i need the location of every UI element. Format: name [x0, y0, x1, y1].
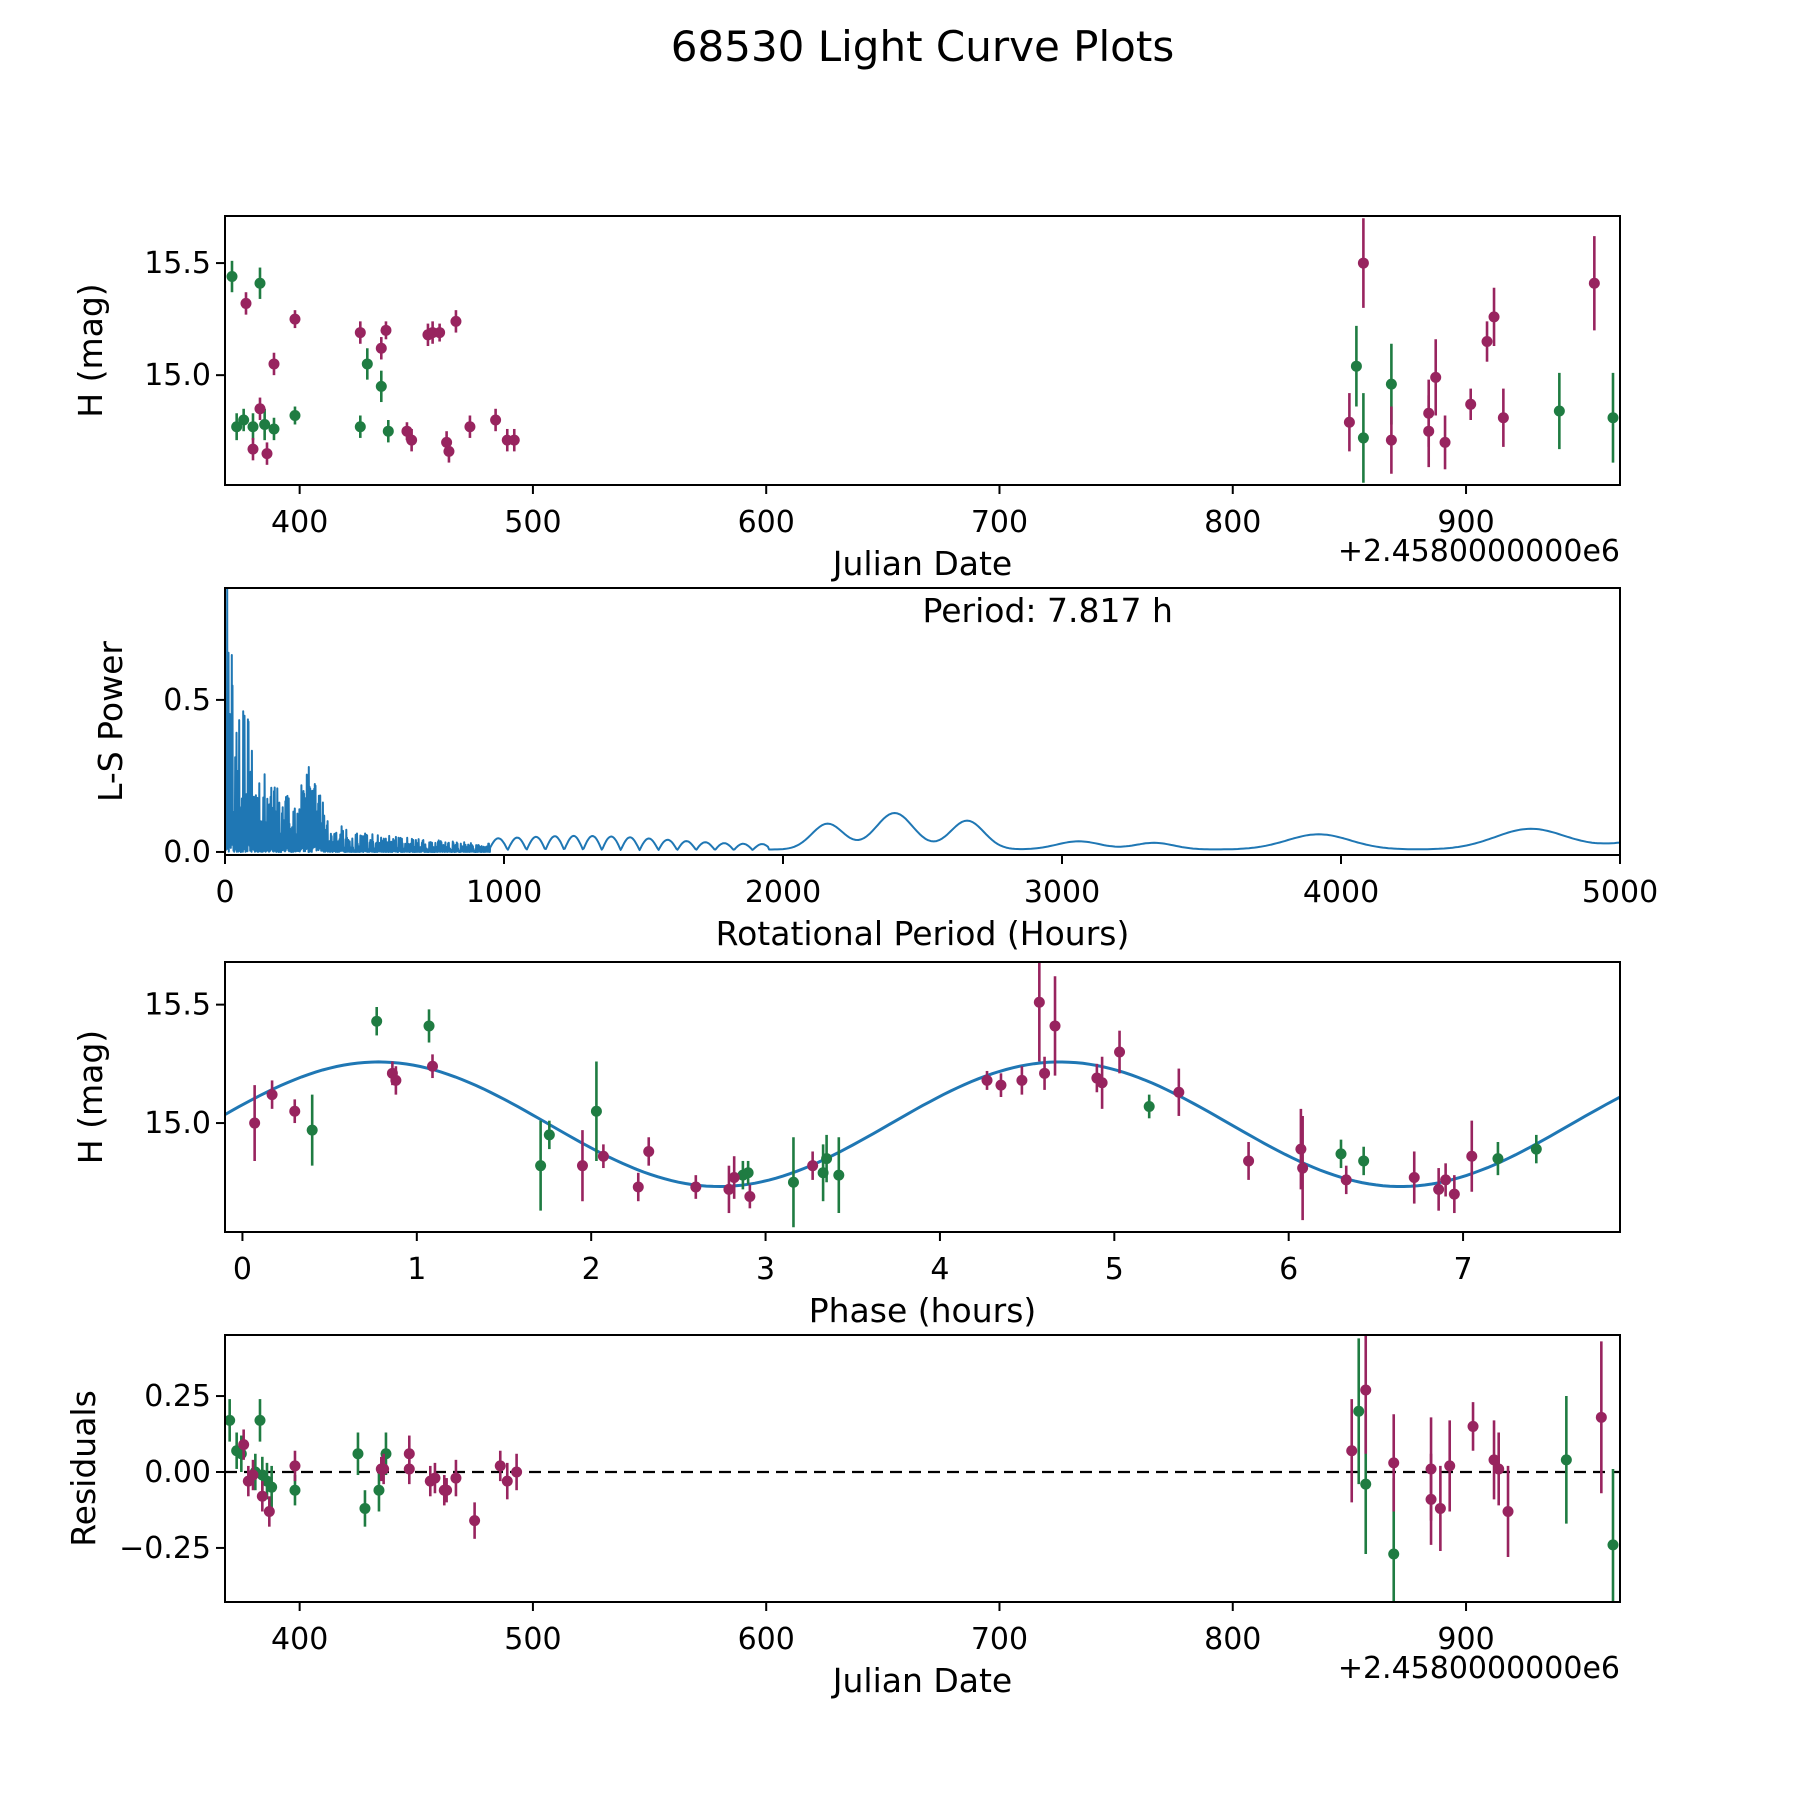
data-point	[1482, 336, 1493, 347]
data-point	[443, 446, 454, 457]
x-tick-label: 700	[970, 505, 1029, 540]
data-point	[247, 421, 258, 432]
data-point	[240, 298, 251, 309]
x-tick-label: 600	[737, 505, 795, 540]
data-point	[1423, 426, 1434, 437]
data-point	[1358, 258, 1369, 269]
data-point	[1050, 1020, 1061, 1031]
data-point	[577, 1160, 588, 1171]
data-point	[1346, 1445, 1357, 1456]
data-point	[226, 271, 237, 282]
x-tick-label: 5000	[1581, 875, 1659, 910]
data-point	[1492, 1153, 1503, 1164]
y-tick-label: −0.25	[119, 1530, 211, 1566]
data-point	[1435, 1503, 1446, 1514]
x-tick-label: 2000	[744, 875, 822, 910]
data-point	[254, 278, 265, 289]
data-point	[450, 316, 461, 327]
x-axis-label: Julian Date	[832, 1661, 1013, 1700]
data-point	[1243, 1155, 1254, 1166]
axes-frame	[225, 216, 1620, 485]
data-point	[268, 423, 279, 434]
data-point	[1039, 1068, 1050, 1079]
data-point	[723, 1184, 734, 1195]
data-point	[289, 1485, 300, 1496]
x-tick-label: 5	[1104, 1252, 1124, 1287]
data-point	[495, 1460, 506, 1471]
y-tick-label: 15.0	[144, 1106, 211, 1142]
data-point	[1554, 406, 1565, 417]
data-point	[1388, 1549, 1399, 1560]
data-point	[362, 358, 373, 369]
data-layer	[226, 218, 1618, 483]
data-layer	[224, 1326, 1620, 1630]
data-point	[743, 1167, 754, 1178]
y-tick-label: 0.0	[163, 834, 211, 870]
data-point	[254, 403, 265, 414]
data-point	[469, 1515, 480, 1526]
data-point	[807, 1160, 818, 1171]
x-tick-label: 900	[1437, 505, 1495, 540]
data-point	[1440, 1174, 1451, 1185]
data-point	[821, 1153, 832, 1164]
x-tick-label: 500	[504, 1622, 562, 1657]
data-point	[509, 435, 520, 446]
y-axis-label: L-S Power	[91, 641, 130, 802]
y-tick-label: 15.0	[144, 358, 211, 394]
data-point	[1016, 1075, 1027, 1086]
data-point	[289, 1106, 300, 1117]
x-tick-label: 4	[930, 1252, 950, 1287]
x-axis-label: Julian Date	[832, 544, 1013, 583]
data-point	[1561, 1454, 1572, 1465]
data-point	[1360, 1479, 1371, 1490]
plot-residuals	[64, 1326, 1620, 1700]
x-tick-label: 3	[756, 1252, 776, 1287]
data-point	[257, 1491, 268, 1502]
data-point	[544, 1129, 555, 1140]
data-point	[1388, 1457, 1399, 1468]
y-axis-label: Residuals	[64, 1390, 103, 1547]
y-tick-label: 15.5	[144, 246, 211, 282]
x-axis-label: Phase (hours)	[808, 1291, 1037, 1330]
data-point	[1433, 1184, 1444, 1195]
x-tick-label: 900	[1437, 1622, 1495, 1657]
data-point	[1173, 1087, 1184, 1098]
data-point	[371, 1016, 382, 1027]
data-point	[1493, 1463, 1504, 1474]
data-point	[1430, 372, 1441, 383]
data-point	[591, 1106, 602, 1117]
data-point	[511, 1466, 522, 1477]
data-point	[1360, 1384, 1371, 1395]
plot-phase-curve	[71, 943, 1620, 1330]
data-point	[1531, 1144, 1542, 1155]
data-point	[247, 1470, 258, 1481]
data-point	[259, 419, 270, 430]
x-tick-label: 800	[1204, 1622, 1262, 1657]
data-point	[1341, 1174, 1352, 1185]
data-point	[268, 358, 279, 369]
series-green-filter	[226, 261, 1618, 483]
x-tick-label: 1	[407, 1252, 427, 1287]
data-point	[267, 1089, 278, 1100]
data-point	[729, 1172, 740, 1183]
data-point	[264, 1506, 275, 1517]
data-point	[1386, 379, 1397, 390]
data-point	[1295, 1144, 1306, 1155]
data-point	[427, 1061, 438, 1072]
y-tick-label: 15.5	[144, 987, 211, 1023]
data-point	[307, 1125, 318, 1136]
x-tick-label: 700	[970, 1622, 1029, 1657]
data-point	[238, 1439, 249, 1450]
x-tick-label: 500	[504, 505, 562, 540]
series-crimson-filter	[240, 218, 1599, 474]
data-point	[1466, 1151, 1477, 1162]
data-point	[383, 426, 394, 437]
data-point	[1444, 1460, 1455, 1471]
data-point	[1344, 417, 1355, 428]
data-point	[744, 1191, 755, 1202]
x-tick-label: 400	[271, 1622, 329, 1657]
data-point	[1114, 1047, 1125, 1058]
x-tick-label: 0	[215, 875, 235, 910]
data-point	[376, 343, 387, 354]
data-point	[643, 1146, 654, 1157]
x-tick-label: 400	[271, 505, 329, 540]
series-green-filter	[307, 1007, 1542, 1227]
data-layer	[225, 943, 1620, 1227]
data-point	[464, 421, 475, 432]
y-tick-label: 0.25	[144, 1379, 211, 1415]
data-point	[1409, 1172, 1420, 1183]
y-axis-label: H (mag)	[71, 283, 110, 418]
data-point	[254, 1415, 265, 1426]
plot-light-curve	[71, 216, 1620, 583]
data-point	[1336, 1148, 1347, 1159]
data-point	[1426, 1494, 1437, 1505]
data-point	[441, 1485, 452, 1496]
data-point	[1297, 1163, 1308, 1174]
y-tick-label: 0.5	[163, 682, 211, 718]
data-point	[352, 1448, 363, 1459]
y-axis-label: H (mag)	[71, 1029, 110, 1165]
data-point	[833, 1170, 844, 1181]
data-point	[266, 1482, 277, 1493]
data-point	[390, 1075, 401, 1086]
data-point	[1465, 399, 1476, 410]
data-point	[690, 1182, 701, 1193]
data-point	[1440, 437, 1451, 448]
data-point	[788, 1177, 799, 1188]
x-tick-label: 800	[1204, 505, 1262, 540]
x-tick-label: 600	[737, 1622, 795, 1657]
data-point	[424, 1020, 435, 1031]
axis-offset-label: +2.4580000000e6	[1337, 1651, 1620, 1686]
data-point	[490, 414, 501, 425]
data-point	[1608, 412, 1619, 423]
data-point	[261, 448, 272, 459]
data-point	[982, 1075, 993, 1086]
data-point	[249, 1118, 260, 1129]
fit-curve	[225, 1062, 1620, 1187]
data-point	[1358, 1155, 1369, 1166]
data-point	[1498, 412, 1509, 423]
data-point	[1386, 435, 1397, 446]
data-point	[1449, 1189, 1460, 1200]
data-point	[406, 435, 417, 446]
x-tick-label: 4000	[1302, 875, 1380, 910]
data-point	[1353, 1406, 1364, 1417]
data-point	[1489, 311, 1500, 322]
data-point	[633, 1182, 644, 1193]
data-point	[1034, 997, 1045, 1008]
page-title: 68530 Light Curve Plots	[670, 22, 1175, 71]
data-point	[995, 1080, 1006, 1091]
x-tick-label: 3000	[1023, 875, 1101, 910]
data-point	[404, 1463, 415, 1474]
x-axis-label: Rotational Period (Hours)	[715, 914, 1130, 953]
data-point	[1589, 278, 1600, 289]
data-point	[355, 327, 366, 338]
period-annotation: Period: 7.817 h	[922, 591, 1173, 630]
x-tick-label: 0	[232, 1252, 252, 1287]
x-tick-label: 7	[1453, 1252, 1473, 1287]
series-crimson-filter	[249, 943, 1477, 1220]
data-point	[355, 421, 366, 432]
data-point	[535, 1160, 546, 1171]
data-point	[1608, 1539, 1619, 1550]
x-tick-label: 6	[1279, 1252, 1299, 1287]
data-point	[380, 325, 391, 336]
data-point	[247, 444, 258, 455]
data-point	[373, 1485, 384, 1496]
x-tick-label: 2	[581, 1252, 601, 1287]
data-point	[450, 1473, 461, 1484]
data-point	[289, 410, 300, 421]
data-point	[1596, 1412, 1607, 1423]
axes-frame	[225, 962, 1620, 1232]
plot-periodogram	[91, 588, 1658, 953]
data-point	[502, 1476, 513, 1487]
data-point	[1351, 361, 1362, 372]
x-tick-label: 1000	[465, 875, 543, 910]
data-point	[1503, 1506, 1514, 1517]
data-point	[376, 381, 387, 392]
data-point	[289, 1460, 300, 1471]
data-point	[238, 414, 249, 425]
data-point	[378, 1463, 389, 1474]
data-point	[434, 327, 445, 338]
series-crimson-filter	[238, 1326, 1607, 1557]
data-point	[429, 1473, 440, 1484]
data-point	[289, 314, 300, 325]
data-point	[598, 1151, 609, 1162]
data-point	[1144, 1101, 1155, 1112]
y-tick-label: 0.00	[144, 1454, 211, 1490]
data-point	[359, 1503, 370, 1514]
axis-offset-label: +2.4580000000e6	[1337, 534, 1620, 569]
data-point	[1097, 1077, 1108, 1088]
data-point	[1358, 432, 1369, 443]
data-point	[1468, 1421, 1479, 1432]
